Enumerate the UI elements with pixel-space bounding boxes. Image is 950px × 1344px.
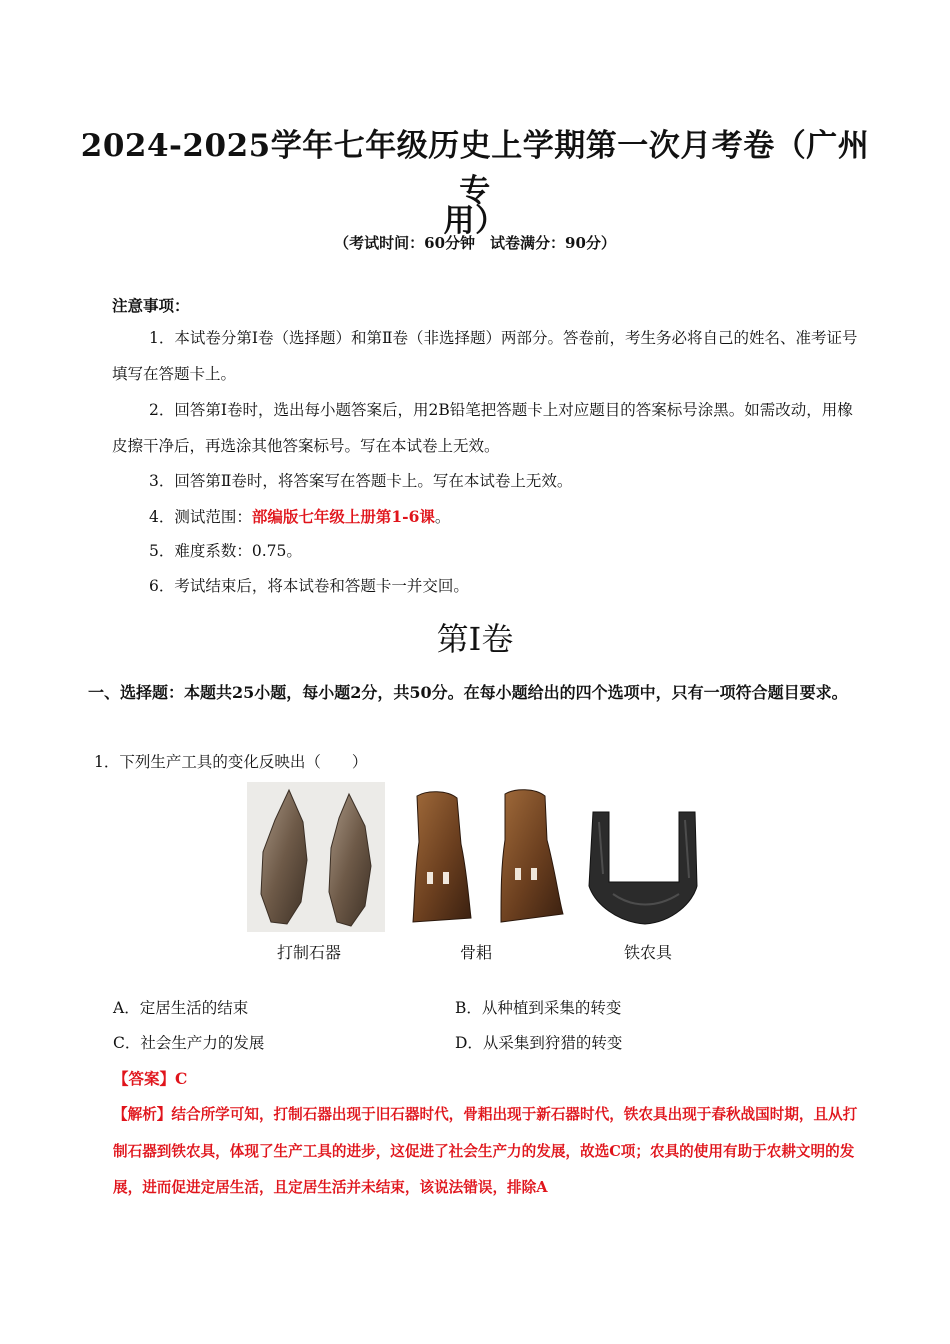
- option-c: C．社会生产力的发展: [113, 1034, 265, 1052]
- caption-iron-tools: 铁农具: [624, 943, 673, 962]
- notice-heading: 注意事项：: [112, 296, 190, 315]
- notice-item-3: 3．回答第Ⅱ卷时，将答案写在答题卡上。写在本试卷上无效。: [149, 472, 573, 490]
- volume-title: 第Ⅰ卷: [436, 620, 514, 658]
- caption-stone-tools: 打制石器: [277, 943, 342, 962]
- exam-meta: （考试时间：60分钟 试卷满分：90分）: [334, 234, 616, 252]
- bone-spade-2-hole-right: [531, 868, 537, 880]
- test-scope-highlight: 部编版七年级上册第1-6课: [251, 507, 435, 526]
- notice-item-4-suffix: 。: [434, 508, 451, 526]
- bone-spade-2-hole-left: [515, 868, 521, 880]
- bone-spade-1-hole-right: [443, 872, 449, 884]
- explanation-text: 结合所学可知，打制石器出现于旧石器时代，骨耜出现于新石器时代，铁农具出现于春秋战国时期，且从打制石器到铁农具，体现了生产工具的进步，这促进了社会生产力的发展，故选C项；农具的使用有助于农耕文明的发展，进而促进定居生活，且定居生活并未结束，该说法错误，排除A: [113, 1106, 858, 1196]
- option-a: A．定居生活的结束: [113, 999, 249, 1017]
- bone-spade-2: [501, 790, 563, 922]
- option-d: D．从采集到狩猎的转变: [455, 1034, 623, 1052]
- question-1-stem: 1．下列生产工具的变化反映出（ ）: [94, 753, 368, 771]
- caption-bone-spade: 骨耜: [460, 943, 493, 962]
- section-title: 一、选择题：本题共25小题，每小题2分，共50分。在每小题给出的四个选项中，只有一项符合题目要求。: [88, 683, 848, 702]
- notice-item-2: 2．回答第Ⅰ卷时，选出每小题答案后，用2B铅笔把答题卡上对应题目的答案标号涂黑。如需改动，用橡皮擦干净后，再选涂其他答案标号。写在本试卷上无效。: [112, 401, 853, 455]
- bone-spade-1-hole-left: [427, 872, 433, 884]
- tools-illustration: [243, 782, 723, 937]
- iron-tool: [589, 812, 697, 924]
- notice-item-6: 6．考试结束后，将本试卷和答题卡一并交回。: [149, 577, 469, 595]
- notice-item-5: 5．难度系数：0.75。: [149, 542, 302, 560]
- answer: 【答案】C: [113, 1069, 188, 1088]
- exam-title-line1: 2024-2025学年七年级历史上学期第一次月考卷（广州专: [80, 128, 870, 209]
- notice-item-4: [112, 499, 867, 535]
- bone-spade-1: [413, 792, 471, 922]
- option-b: B．从种植到采集的转变: [455, 999, 622, 1017]
- exam-title-line2: 用）: [443, 203, 507, 239]
- notice-item-1: 1．本试卷分第Ⅰ卷（选择题）和第Ⅱ卷（非选择题）两部分。答卷前，考生务必将自己的姓名、准考证号填写在答题卡上。: [112, 329, 858, 383]
- explanation: [113, 1097, 863, 1207]
- notice-item-4-prefix: 4．测试范围：: [149, 508, 252, 526]
- explanation-label: 【解析】: [113, 1106, 172, 1123]
